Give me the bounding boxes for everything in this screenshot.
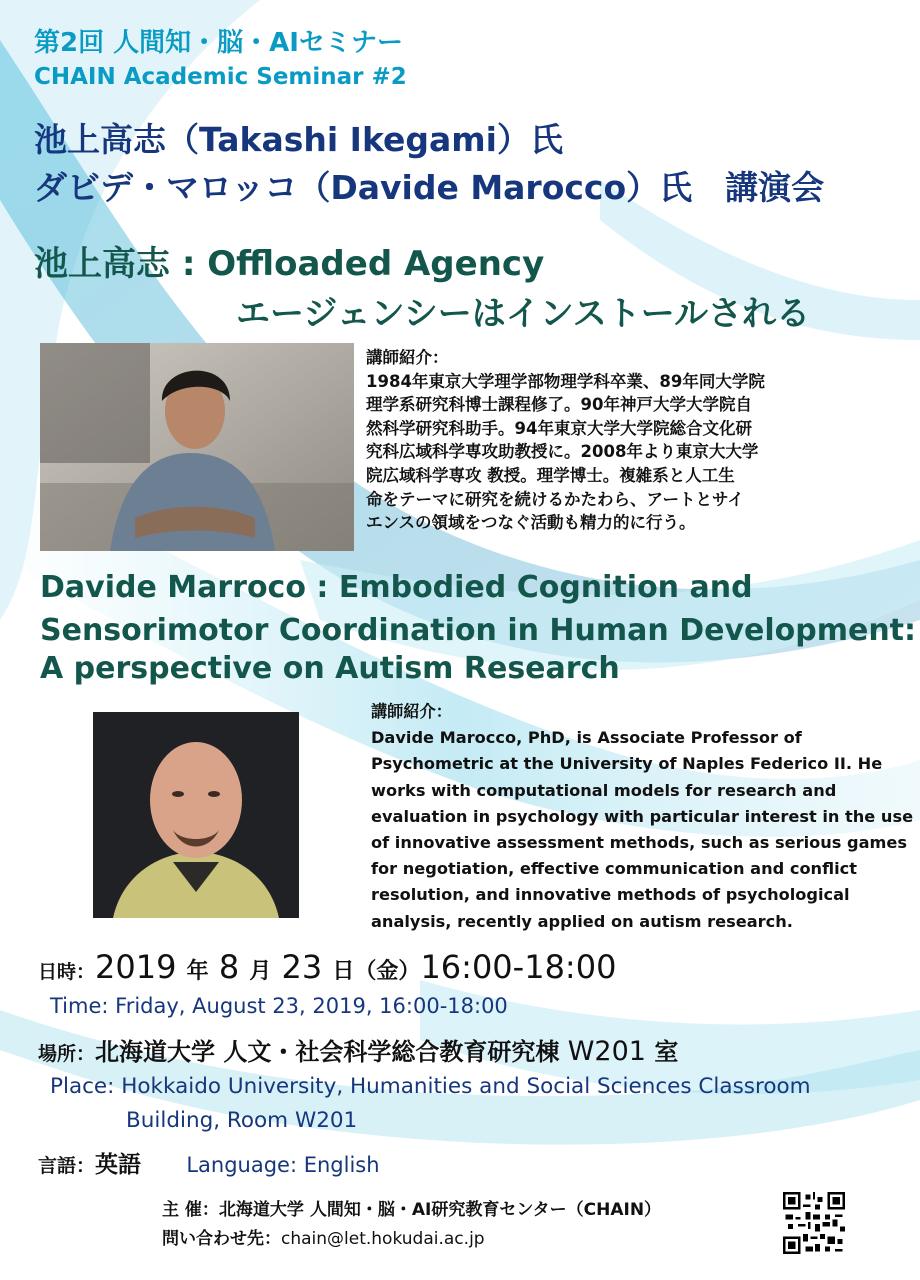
- bio-line: analysis, recently applied on autism research.: [371, 911, 793, 931]
- place-room-unit: 室: [654, 1038, 679, 1066]
- bio-line: 院広域科学専攻 教授。理学博士。複雑系と人工生: [366, 465, 735, 485]
- language-row: [38, 1146, 380, 1179]
- bio-line: 命をテーマに研究を続けるかたわら、アートとサイ: [366, 489, 744, 509]
- bio-line: 究科広域科学専攻助教授に。2008年より東京大大学: [366, 442, 759, 462]
- bio-line: of innovative assessment methods, such as serious games: [371, 833, 908, 853]
- language-english: Language: English: [186, 1153, 380, 1177]
- place-english-line2: Building, Room W201: [126, 1108, 358, 1133]
- language-label: 言語：: [38, 1155, 96, 1177]
- date-month: 8: [218, 948, 240, 986]
- marocco-photo: [93, 712, 299, 918]
- talk2-title-line3: A perspective on Autism Research: [40, 651, 620, 686]
- qr-code-icon[interactable]: [783, 1192, 845, 1254]
- ikegami-bio: [366, 346, 886, 535]
- talk2-title-line1: [40, 570, 753, 605]
- bio-line: 1984年東京大学理学部物理学科卒業、89年同大学院: [366, 371, 765, 391]
- bio-line: 然科学研究科助手。94年東京大学大学院総合文化研: [366, 418, 752, 438]
- date-day: 23: [281, 948, 323, 986]
- date-english: Time: Friday, August 23, 2019, 16:00-18:00: [50, 994, 508, 1018]
- date-year-unit: 年: [186, 959, 209, 984]
- place-japanese: [38, 1032, 678, 1067]
- contact-label: 問い合わせ先：: [162, 1229, 281, 1249]
- organizer: [162, 1195, 661, 1220]
- speaker-heading-ikegami: 池上高志（Takashi Ikegami）氏: [34, 120, 563, 159]
- date-time: 16:00-18:00: [420, 948, 617, 986]
- language-japanese: 英語: [95, 1152, 142, 1178]
- place-label: 場所：: [38, 1043, 96, 1065]
- bio-line: Psychometric at the University of Naples Federico II. He: [371, 754, 883, 774]
- talk2-title-part: : Embodied Cognition and: [305, 570, 753, 605]
- marocco-bio: [371, 699, 914, 935]
- date-year: 2019: [95, 948, 177, 986]
- bio-line: for negotiation, effective communication and conflict: [371, 859, 857, 879]
- place-room: W201: [567, 1036, 646, 1067]
- bio-label: 講師紹介：: [366, 348, 449, 367]
- bio-line: Davide Marocco, PhD, is Associate Professor of: [371, 728, 802, 748]
- date-day-unit: 日（金）: [332, 959, 421, 984]
- talk2-speaker: Davide Marroco: [40, 570, 306, 605]
- bio-line: 理学系研究科博士課程修了。90年神戸大学大学院自: [366, 395, 752, 415]
- ikegami-photo: [40, 343, 354, 551]
- place-english-line1: Place: Hokkaido University, Humanities and Social Sciences Classroom: [50, 1074, 811, 1099]
- seminar-title-japanese: 第2回 人間知・脳・AIセミナー: [34, 28, 403, 58]
- place-name: 北海道大学 人文・社会科学総合教育研究棟: [95, 1038, 560, 1066]
- bio-line: resolution, and innovative methods of psychological: [371, 885, 850, 905]
- seminar-title-english: CHAIN Academic Seminar #2: [34, 64, 407, 90]
- date-month-unit: 月: [249, 959, 272, 984]
- organizer-label: 主 催：: [162, 1200, 219, 1220]
- bio-line: evaluation in psychology with particular interest in the use: [371, 806, 914, 826]
- bio-label: 講師紹介：: [371, 702, 452, 721]
- speaker-heading-marocco: ダビデ・マロッコ（Davide Marocco）氏 講演会: [34, 168, 825, 207]
- bio-line: エンスの領域をつなぐ活動も精力的に行う。: [366, 513, 696, 533]
- organizer-name: 北海道大学 人間知・脳・AI研究教育センター（CHAIN）: [218, 1200, 662, 1220]
- contact-email[interactable]: chain@let.hokudai.ac.jp: [281, 1229, 485, 1249]
- talk2-title-line2: Sensorimotor Coordination in Human Development:: [40, 613, 917, 648]
- bio-line: works with computational models for research and: [371, 780, 837, 800]
- talk1-subtitle: エージェンシーはインストールされる: [236, 294, 811, 334]
- date-japanese: [38, 948, 616, 986]
- contact: [162, 1224, 485, 1249]
- talk1-title: 池上高志 : Offloaded Agency: [34, 244, 545, 284]
- date-label: 日時：: [38, 961, 96, 983]
